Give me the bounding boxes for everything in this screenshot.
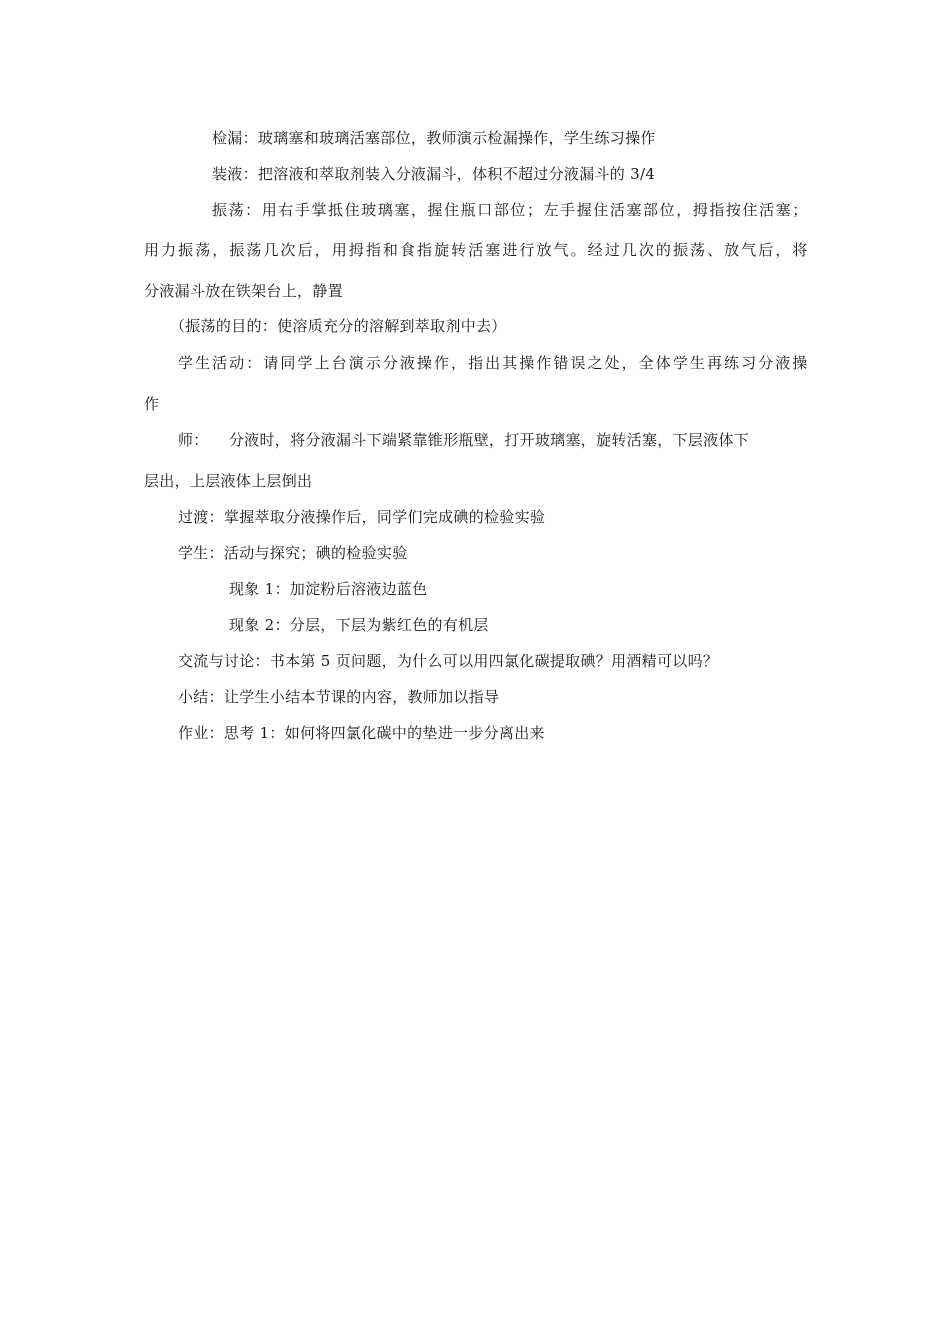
text-line-teacher-2: 层出，上层液体上层倒出 (144, 472, 313, 490)
text-line-discussion: 交流与讨论：书本第 5 页问题，为什么可以用四氯化碳提取碘？用酒精可以吗？ (178, 652, 719, 670)
text-line-shake-3: 分液漏斗放在铁架台上，静置 (144, 282, 343, 300)
text-line-shake-2: 用 力 振 荡 ， 振 荡 几 次 后 ， 用 拇 指 和 食 指 旋 转 活 塞 进 行 放 气 。 经 过 几 次 的 振 荡 、 放 气 后 ， 将 (144, 241, 808, 259)
text-line-student-activity-1: 学 生 活 动 ： 请 同 学 上 台 演 示 分 液 操 作 ， 指 出 其 操 作 错 误 之 处 ， 全 体 学 生 再 练 习 分 液 操 (178, 354, 808, 372)
text-line-transition: 过渡：掌握萃取分液操作后，同学们完成碘的检验实验 (178, 508, 546, 526)
text-line-shake-1: 振 荡 ： 用 右 手 掌 抵 住 玻 璃 塞 ， 握 住 瓶 口 部 位 ； 左 手 握 住 活 塞 部 位 ， 拇 指 按 住 活 塞 ； (212, 201, 808, 219)
text-line-summary: 小结：让学生小结本节课的内容，教师加以指导 (178, 688, 500, 706)
text-line-student-activity-2: 作 (144, 395, 160, 413)
text-line-leak-check: 检漏：玻璃塞和玻璃活塞部位，教师演示检漏操作，学生练习操作 (212, 129, 656, 147)
text-line-shake-purpose: （振荡的目的：使溶质充分的溶解到萃取剂中去） (170, 317, 507, 335)
text-line-teacher-1: 师： 分液时，将分液漏斗下端紧靠锥形瓶壁，打开玻璃塞，旋转活塞，下层液体下 (178, 431, 750, 449)
text-line-homework: 作业：思考 1：如何将四氯化碳中的垫进一步分离出来 (178, 724, 545, 742)
text-line-phenomenon-2: 现象 2：分层，下层为紫红色的有机层 (229, 616, 489, 634)
text-line-load-liquid: 装液：把溶液和萃取剂装入分液漏斗，体积不超过分液漏斗的 3/4 (212, 165, 656, 183)
text-line-student-explore: 学生：活动与探究；碘的检验实验 (178, 544, 408, 562)
text-line-phenomenon-1: 现象 1：加淀粉后溶液边蓝色 (229, 580, 428, 598)
